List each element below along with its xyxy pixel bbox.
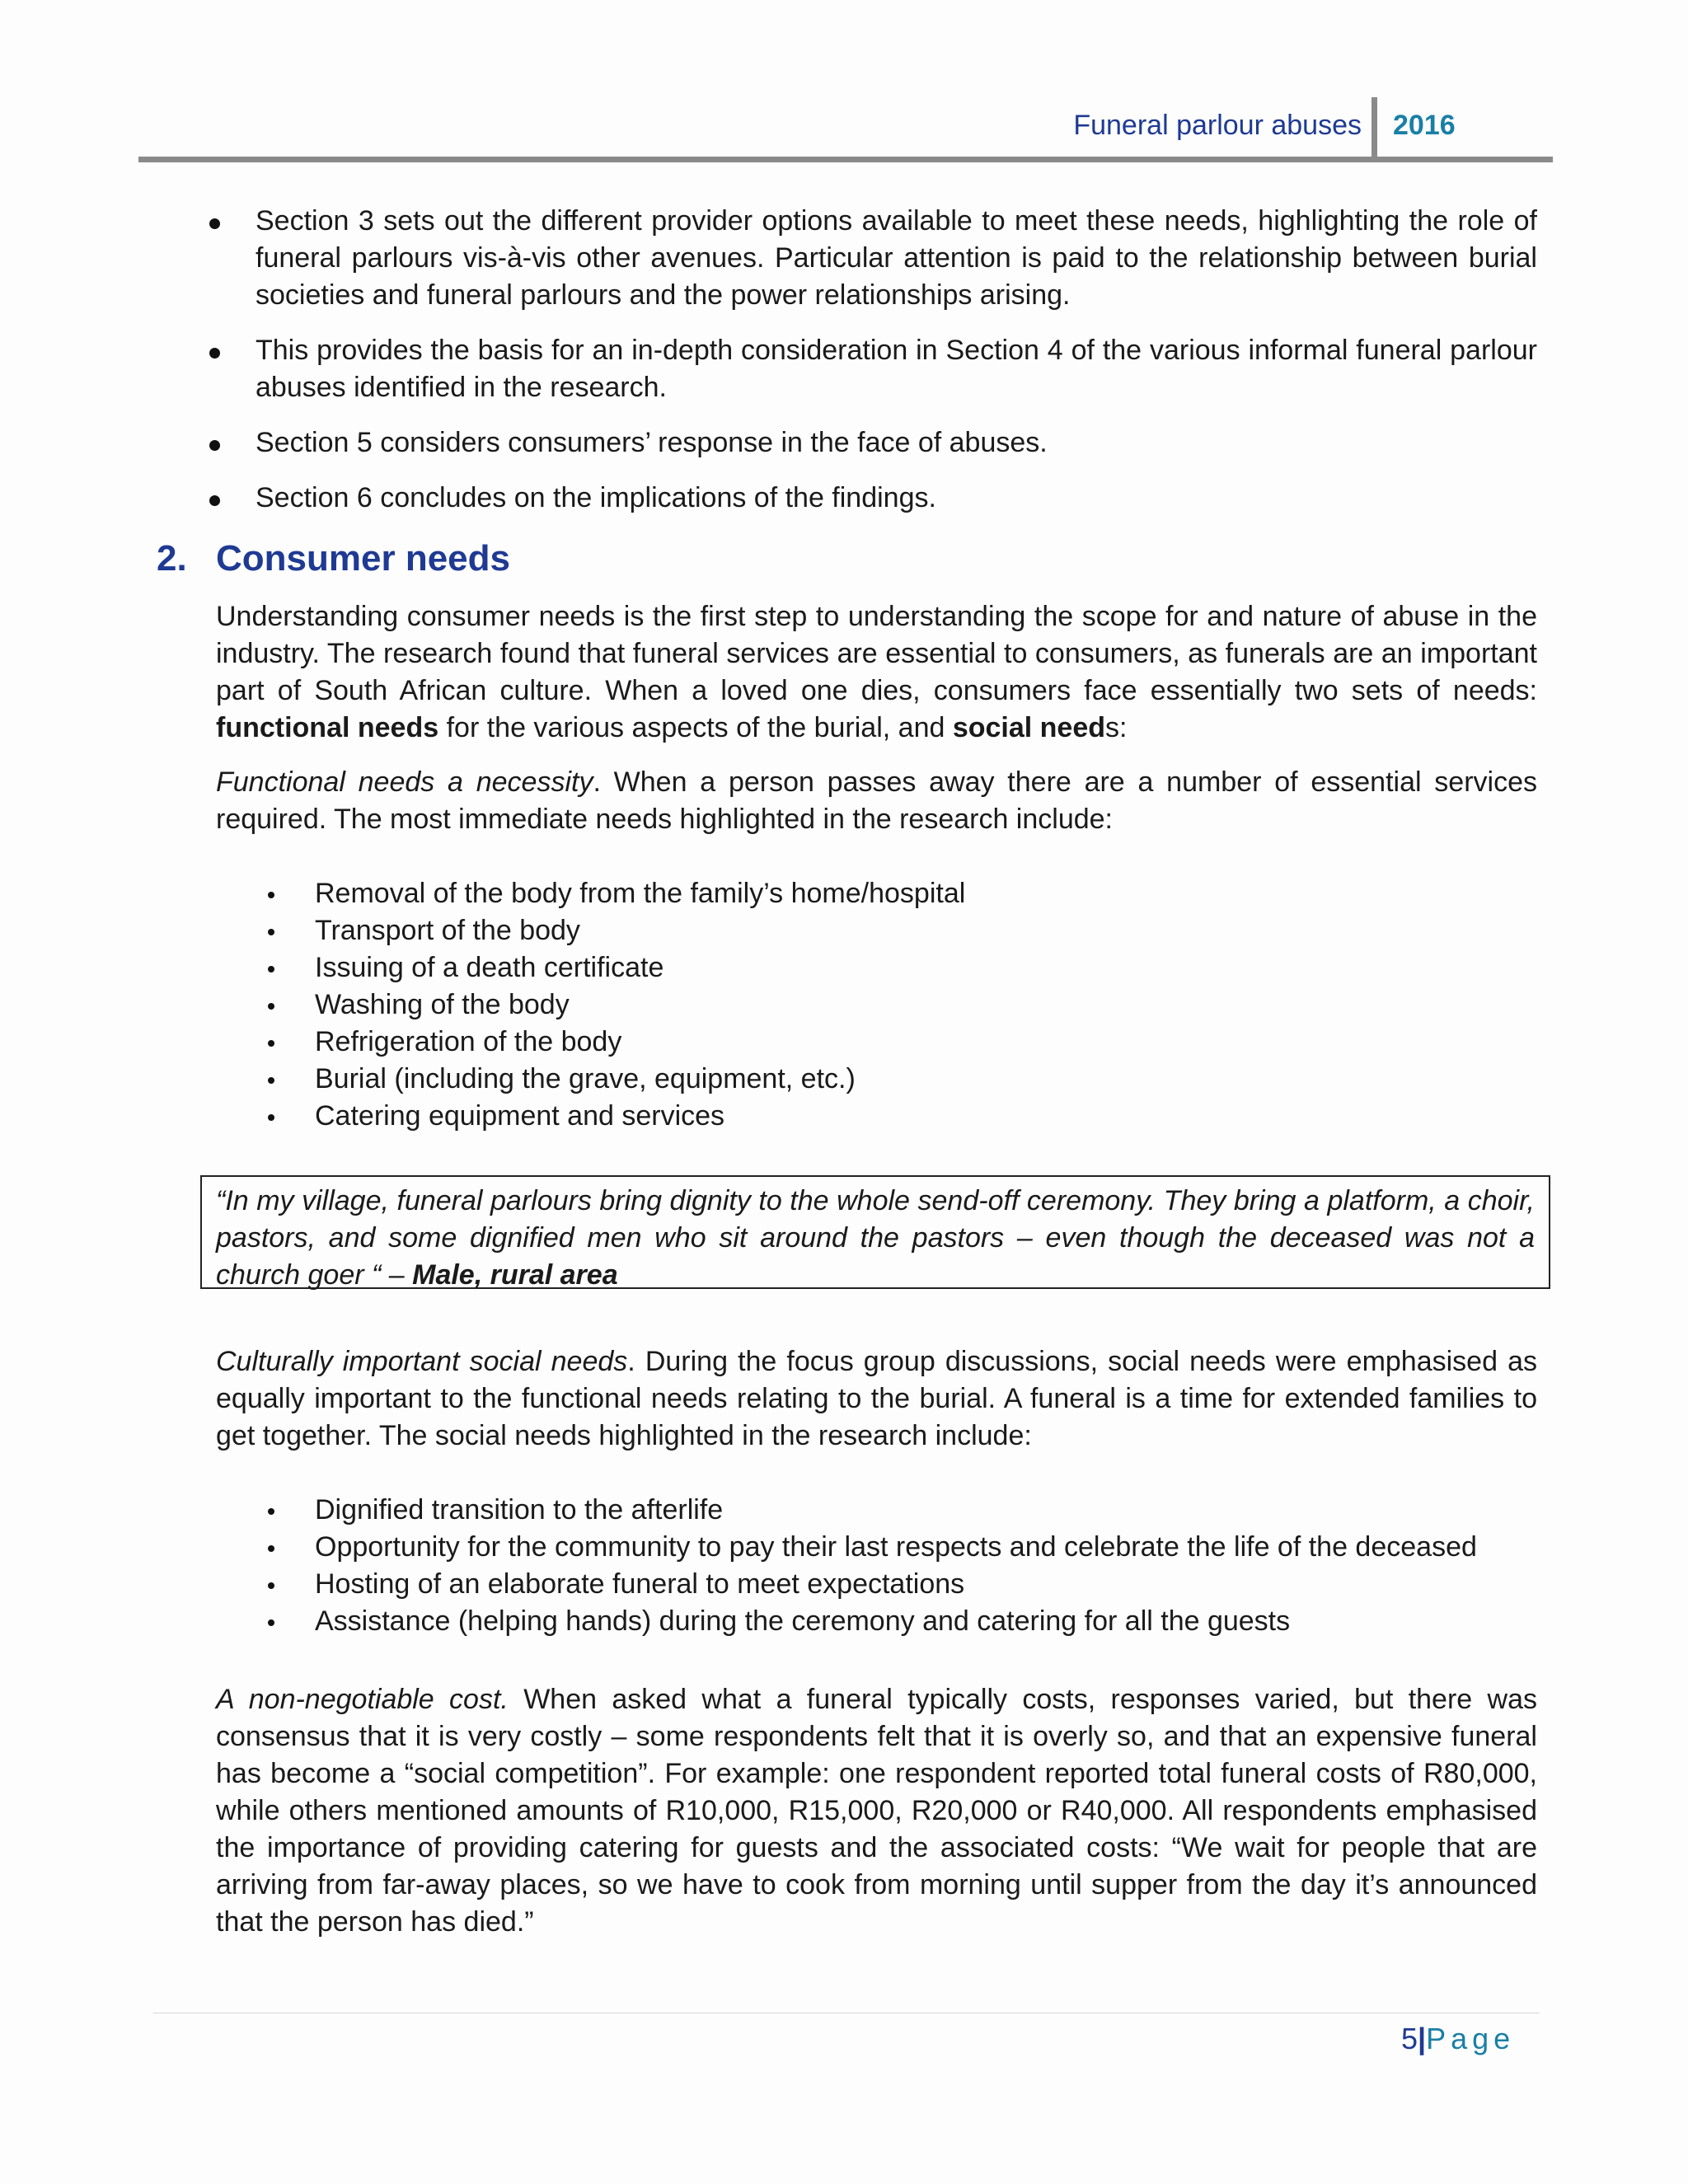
- bullet-icon: [209, 440, 220, 451]
- bullet-icon: [268, 1582, 274, 1589]
- para-text: for the various aspects of the burial, and: [438, 712, 953, 743]
- list-item: [265, 987, 965, 1024]
- section-title: Consumer needs: [216, 538, 510, 579]
- list-item-text: Refrigeration of the body: [315, 1026, 622, 1057]
- bullet-icon: [268, 1003, 274, 1010]
- bullet-icon: [268, 1619, 274, 1626]
- bullet-icon: [268, 966, 274, 972]
- list-item: [265, 1492, 1477, 1529]
- bullet-icon: [268, 1077, 274, 1084]
- list-item: [265, 1098, 965, 1135]
- bullet-icon: [268, 1040, 274, 1047]
- para-text: . When a person passes away there are a number of essential services required. The most immediate needs highlighted in the research include:: [216, 766, 1537, 835]
- list-item: [265, 949, 965, 987]
- list-item: [265, 1566, 1477, 1603]
- list-item: [265, 1603, 1477, 1640]
- list-item-text: Hosting of an elaborate funeral to meet expectations: [315, 1568, 965, 1600]
- page-label: Page: [1426, 2022, 1516, 2055]
- list-item-text: Dignified transition to the afterlife: [315, 1494, 724, 1526]
- intro-bullet-text: Section 6 concludes on the implications of the findings.: [256, 482, 936, 513]
- list-item-text: Opportunity for the community to pay their last respects and celebrate the life of the deceased: [315, 1531, 1477, 1563]
- intro-bullet: [256, 203, 1537, 314]
- intro-bullet-text: This provides the basis for an in-depth consideration in Section 4 of the various informal funeral parlour abuses identified in the research.: [256, 335, 1537, 403]
- paragraph-social-needs: [216, 1343, 1537, 1455]
- functional-needs-list: [265, 875, 965, 1135]
- footer-separator: |: [1418, 2022, 1427, 2055]
- intro-bullet: [256, 332, 1537, 406]
- section-number: 2.: [157, 538, 187, 579]
- para-bold: functional needs: [216, 712, 439, 743]
- para-italic: A non-negotiable cost.: [216, 1684, 509, 1715]
- intro-bullet-text: Section 5 considers consumers’ response in the face of abuses.: [256, 427, 1048, 458]
- para-text: s:: [1105, 712, 1128, 743]
- list-item-text: Removal of the body from the family’s home/hospital: [315, 878, 966, 909]
- list-item: [265, 875, 965, 912]
- para-italic: Functional needs a necessity: [216, 766, 593, 798]
- bullet-icon: [268, 1545, 274, 1552]
- list-item-text: Catering equipment and services: [315, 1100, 725, 1132]
- bullet-icon: [268, 892, 274, 898]
- para-bold: social need: [952, 712, 1106, 743]
- header-rule: [138, 157, 1553, 162]
- list-item-text: Assistance (helping hands) during the ceremony and catering for all the guests: [315, 1605, 1291, 1637]
- bullet-icon: [268, 1508, 274, 1515]
- list-item: [265, 1529, 1477, 1566]
- header-year: 2016: [1393, 110, 1456, 141]
- paragraph-functional-needs: [216, 764, 1537, 838]
- page-footer: [1401, 2021, 1526, 2057]
- bullet-icon: [209, 348, 220, 359]
- paragraph-consumer-needs: [216, 598, 1537, 747]
- intro-bullet: [256, 424, 1537, 462]
- list-item-text: Transport of the body: [315, 915, 580, 946]
- list-item-text: Washing of the body: [315, 989, 570, 1020]
- quote-attribution: Male, rural area: [412, 1259, 618, 1291]
- quote-text: “In my village, funeral parlours bring dignity to the whole send-off ceremony. They bring a platform, a choir, pastors, and some dignified men who sit around the pastors – even though the deceased was not a church goer “ –: [216, 1185, 1535, 1291]
- para-text: When asked what a funeral typically costs, responses varied, but there was consensus that it is very costly – some respondents felt that it is overly so, and that an expensive funeral has become a “social competition”. For example: one respondent reported total funeral costs of R80,000, while others mentioned amounts of R10,000, R15,000, R20,000 or R40,000. All respondents emphasised the importance of providing catering for guests and the associated costs: “We wait for people that are arriving from far-away places, so we have to cook from morning until supper from the day it’s announced that the person has died.”: [216, 1684, 1537, 1938]
- header-divider: [1372, 97, 1377, 160]
- list-item-text: Issuing of a death certificate: [315, 952, 664, 983]
- intro-bullet-text: Section 3 sets out the different provider options available to meet these needs, highlighting the role of funeral parlours vis-à-vis other avenues. Particular attention is paid to the relationship between burial societies and funeral parlours and the power relationships arising.: [256, 205, 1537, 311]
- list-item-text: Burial (including the grave, equipment, etc.): [315, 1063, 856, 1094]
- header-title: Funeral parlour abuses: [1073, 110, 1362, 141]
- bullet-icon: [268, 1114, 274, 1121]
- page-number: 5: [1401, 2022, 1418, 2055]
- list-item: [265, 912, 965, 949]
- intro-bullet: [256, 480, 1537, 517]
- paragraph-cost: [216, 1681, 1537, 1941]
- list-item: [265, 1024, 965, 1061]
- bullet-icon: [209, 218, 220, 229]
- para-text: . During the focus group discussions, social needs were emphasised as equally important to the functional needs relating to the burial. A funeral is a time for extended families to get together. The social needs highlighted in the research include:: [216, 1346, 1537, 1451]
- bullet-icon: [209, 495, 220, 506]
- bullet-icon: [268, 929, 274, 935]
- social-needs-list: [265, 1492, 1477, 1640]
- list-item: [265, 1061, 965, 1098]
- quote-box: [200, 1175, 1550, 1289]
- para-italic: Culturally important social needs: [216, 1346, 628, 1377]
- section-heading: [157, 537, 510, 581]
- para-text: Understanding consumer needs is the first step to understanding the scope for and nature of abuse in the industry. The research found that funeral services are essential to consumers, as funerals are an important part of South African culture. When a loved one dies, consumers face essentially two sets of needs:: [216, 601, 1537, 706]
